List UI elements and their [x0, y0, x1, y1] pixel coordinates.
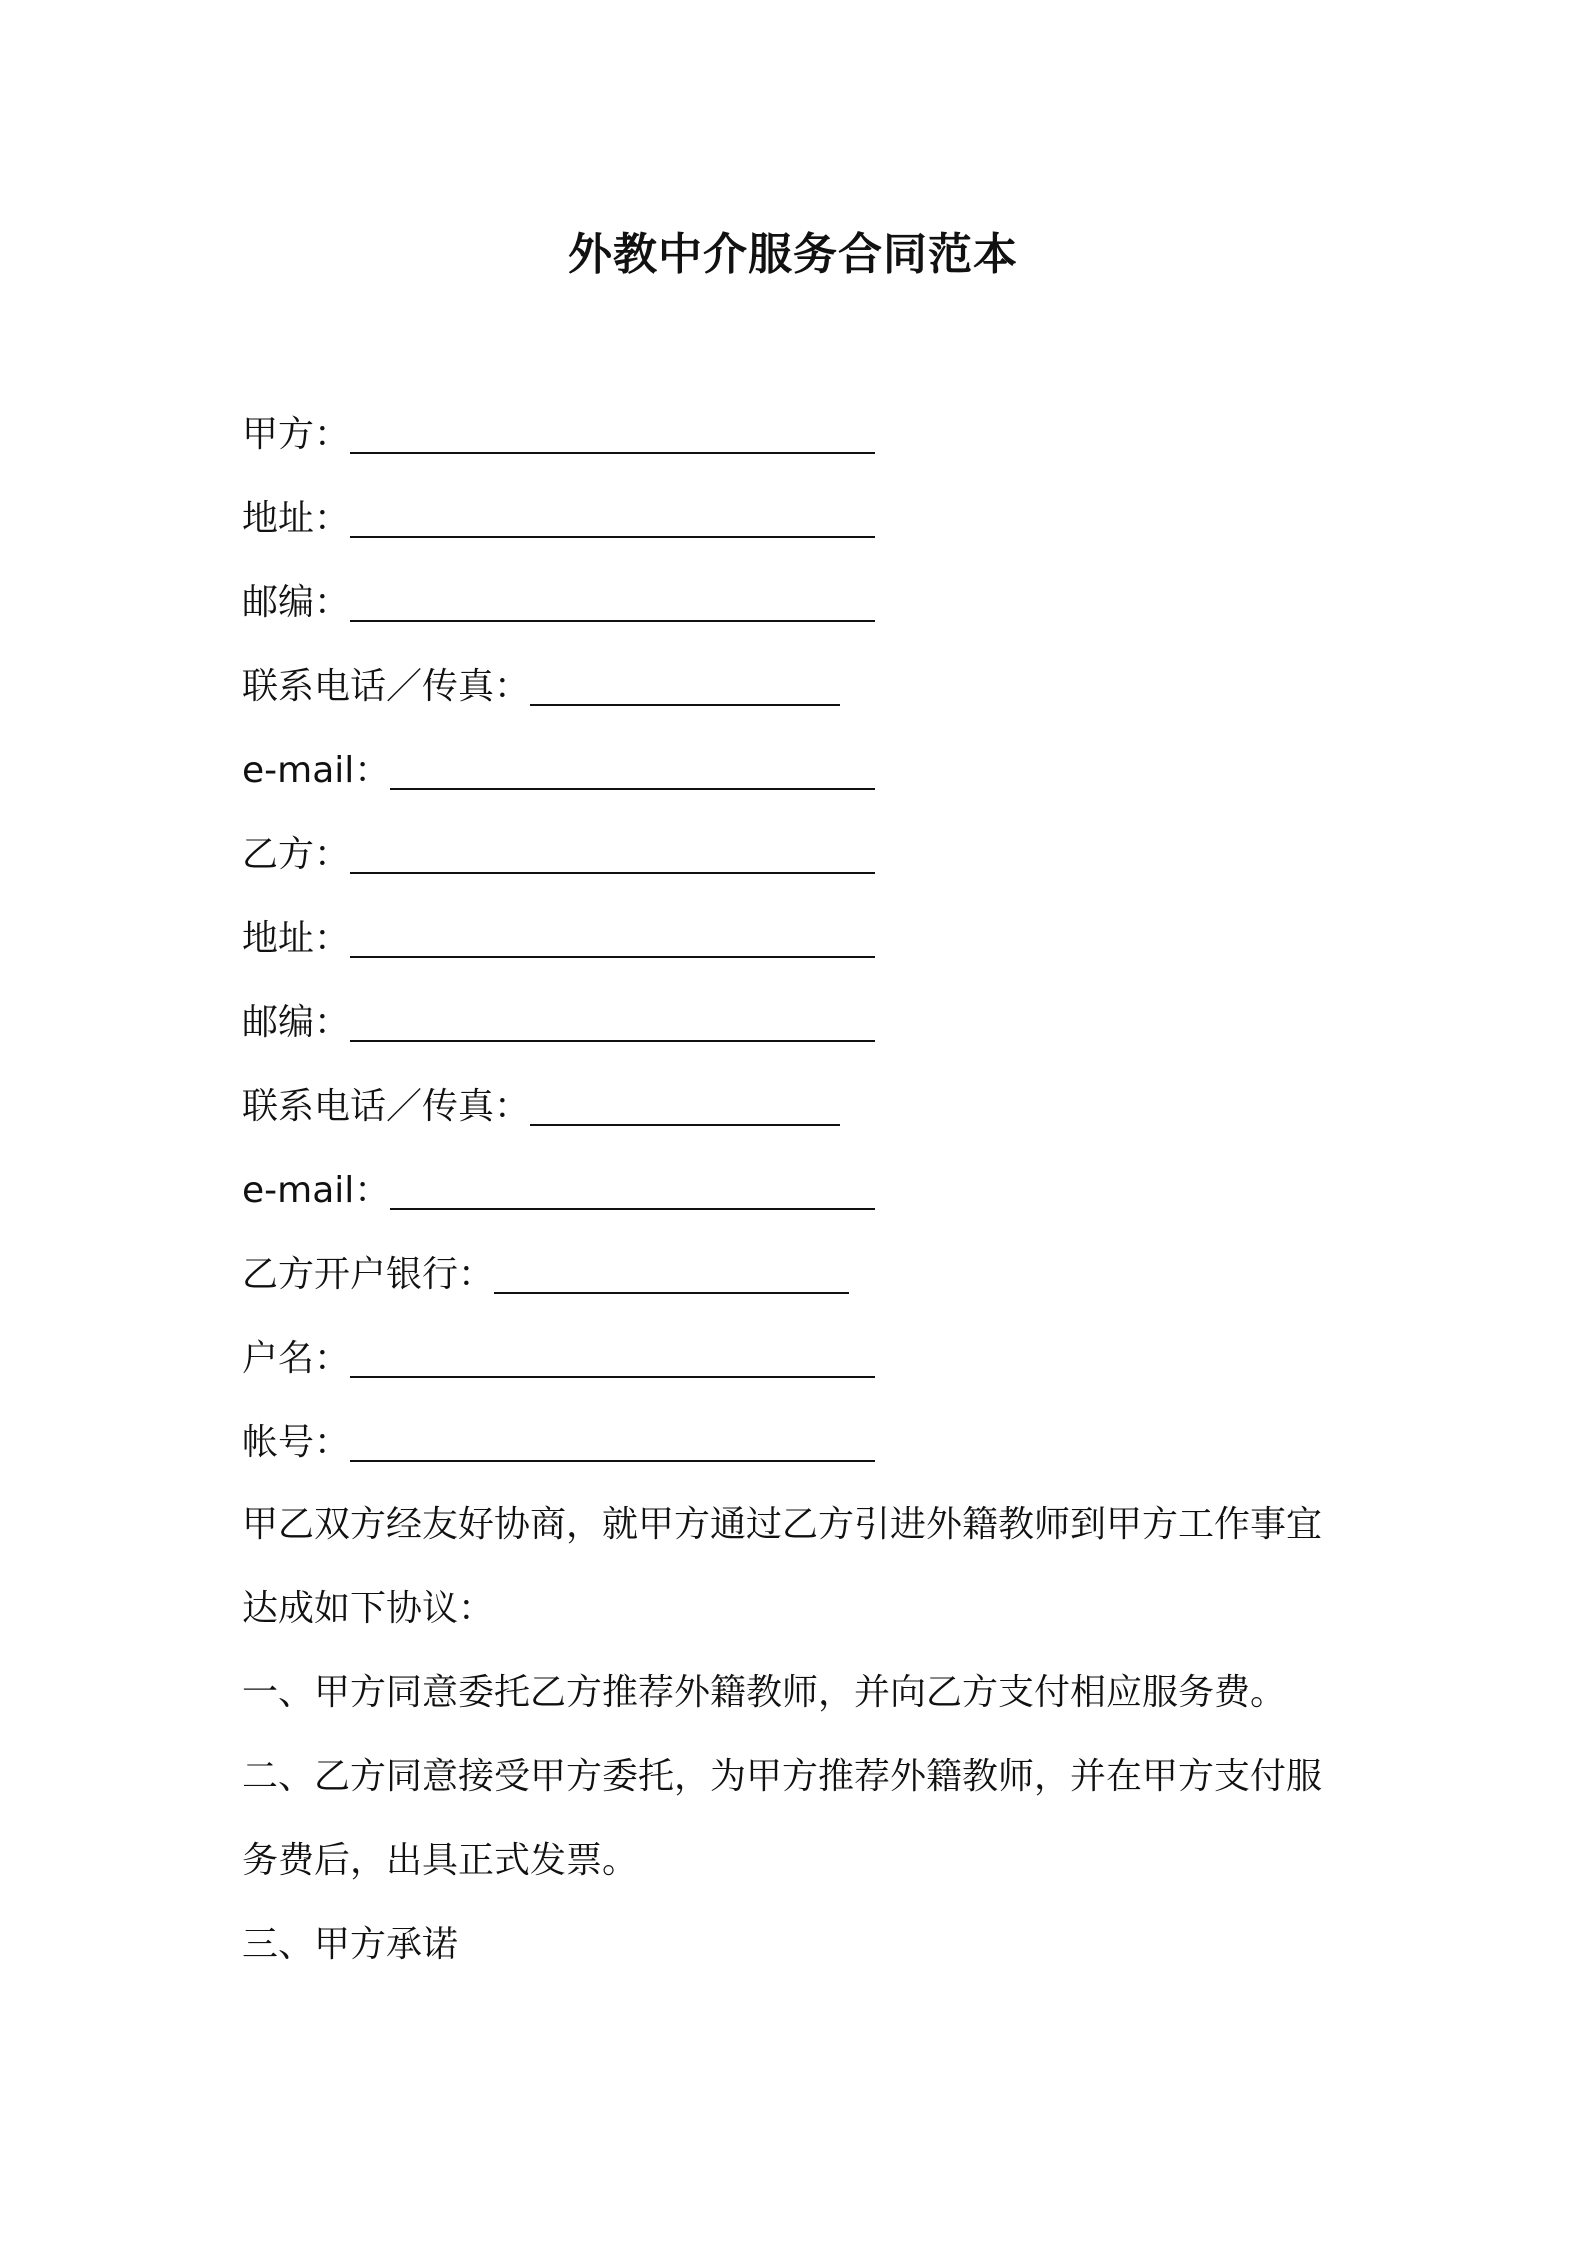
- party-b-bank-blank[interactable]: [494, 1256, 849, 1294]
- party-a-email-label: e-mail：: [242, 750, 391, 791]
- party-a-postcode-field: [242, 576, 875, 628]
- party-b-phone-fax-blank[interactable]: [530, 1088, 840, 1126]
- party-b-postcode-field: [242, 996, 875, 1048]
- party-b-name-blank[interactable]: [350, 836, 875, 874]
- intro-line-2: 达成如下协议：: [242, 1588, 495, 1629]
- clause-1: 一、甲方同意委托乙方推荐外籍教师，并向乙方支付相应服务费。: [242, 1672, 1287, 1713]
- party-b-name-field: [242, 828, 875, 880]
- party-a-postcode-label: 邮编：: [242, 582, 351, 623]
- party-b-address-field: [242, 912, 875, 964]
- party-a-address-field: [242, 492, 875, 544]
- party-a-phone-fax-field: [242, 660, 840, 712]
- party-b-postcode-blank[interactable]: [350, 1004, 875, 1042]
- party-b-account-name-field: [242, 1332, 875, 1384]
- party-a-name-field: [242, 408, 875, 460]
- party-b-name-label: 乙方：: [242, 834, 351, 875]
- party-b-bank-label: 乙方开户银行：: [242, 1254, 495, 1295]
- party-a-phone-fax-blank[interactable]: [530, 668, 840, 706]
- party-b-account-number-field: [242, 1416, 875, 1468]
- party-b-account-name-blank[interactable]: [350, 1340, 875, 1378]
- party-a-name-label: 甲方：: [242, 414, 351, 455]
- clause-3: 三、甲方承诺: [242, 1924, 459, 1965]
- party-b-account-number-blank[interactable]: [350, 1424, 875, 1462]
- party-b-account-number-label: 帐号：: [242, 1422, 351, 1463]
- party-b-email-label: e-mail：: [242, 1170, 391, 1211]
- party-b-email-field: [242, 1164, 875, 1216]
- party-b-email-blank[interactable]: [390, 1172, 875, 1210]
- party-b-postcode-label: 邮编：: [242, 1002, 351, 1043]
- party-b-phone-fax-label: 联系电话／传真：: [242, 1086, 531, 1127]
- party-a-name-blank[interactable]: [350, 416, 875, 454]
- party-a-address-label: 地址：: [242, 498, 351, 539]
- party-b-account-name-label: 户名：: [242, 1338, 351, 1379]
- intro-line-1: 甲乙双方经友好协商，就甲方通过乙方引进外籍教师到甲方工作事宜: [242, 1504, 1323, 1545]
- party-a-email-field: [242, 744, 875, 796]
- clause-2-line-1: 二、乙方同意接受甲方委托，为甲方推荐外籍教师，并在甲方支付服: [242, 1756, 1323, 1797]
- party-a-phone-fax-label: 联系电话／传真：: [242, 666, 531, 707]
- party-a-postcode-blank[interactable]: [350, 584, 875, 622]
- party-b-address-label: 地址：: [242, 918, 351, 959]
- party-b-address-blank[interactable]: [350, 920, 875, 958]
- document-title: 外教中介服务合同范本: [568, 229, 1018, 280]
- party-a-address-blank[interactable]: [350, 500, 875, 538]
- party-a-email-blank[interactable]: [390, 752, 875, 790]
- party-b-bank-field: [242, 1248, 849, 1300]
- clause-2-line-2: 务费后，出具正式发票。: [242, 1840, 639, 1881]
- party-b-phone-fax-field: [242, 1080, 840, 1132]
